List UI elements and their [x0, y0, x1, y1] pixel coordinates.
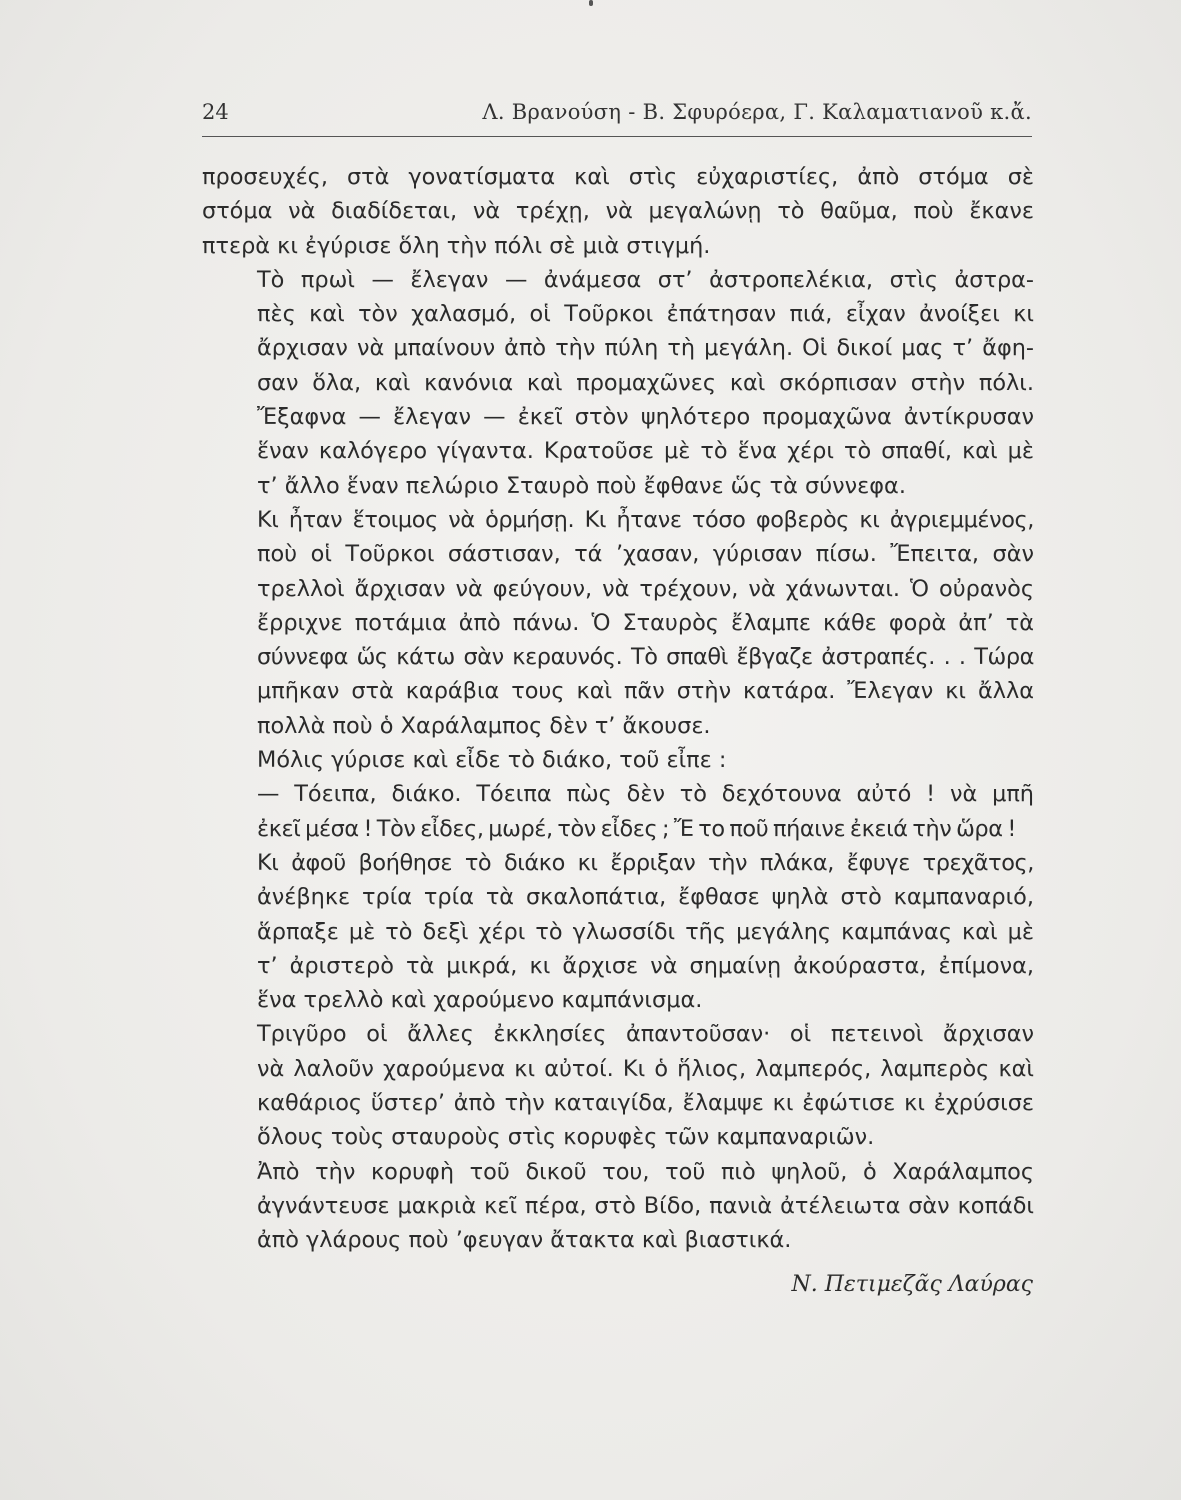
text-line: πὲς καὶ τὸν χαλασμό, οἱ Τοῦρκοι ἐπάτησαν πιά, εἶχαν ἀνοίξει κι — [257, 301, 1034, 328]
text-line: σύννεφα ὥς κάτω σὰν κεραυνός. Τὸ σπαθὶ ἔβγαζε ἀστραπές. . . Τώρα — [257, 644, 1034, 671]
text-line: ἀνέβηκε τρία τρία τὰ σκαλοπάτια, ἔφθασε ψηλὰ στὸ καμπαναριό, — [257, 884, 1034, 911]
page-number: 24 — [202, 100, 229, 124]
text-line: τ’ ἀριστερὸ τὰ μικρά, κι ἄρχισε νὰ σημαίνῃ ἀκούραστα, ἐπίμονα, — [257, 952, 1034, 979]
text-line: ἀγνάντευσε μακριὰ κεῖ πέρα, στὸ Βίδο, πανιὰ ἀτέλειωτα σὰν κοπάδι — [257, 1192, 1034, 1219]
text-line: — Τόειπα, διάκο. Τόειπα πὼς δὲν τὸ δεχότουνα αὐτό ! νὰ μπῆ — [257, 781, 1034, 808]
text-line: Τριγῦρο οἱ ἄλλες ἐκκλησίες ἀπαντοῦσαν· οἱ πετεινοὶ ἄρχισαν — [257, 1021, 1034, 1048]
text-line: πολλὰ ποὺ ὁ Χαράλαμπος δὲν τ’ ἄκουσε. — [257, 712, 711, 739]
text-line: μπῆκαν στὰ καράβια τους καὶ πᾶν στὴν κατάρα. Ἔλεγαν κι ἄλλα — [257, 678, 1034, 705]
paragraph — [202, 160, 1034, 263]
text-line: ποὺ οἱ Τοῦρκοι σάστισαν, τά ’χασαν, γύρισαν πίσω. Ἔπειτα, σὰν — [257, 541, 1034, 568]
page-header — [202, 100, 1032, 137]
scan-speck — [589, 0, 593, 6]
paragraph — [202, 503, 1034, 743]
text-line: καθάριος ὕστερ’ ἀπὸ τὴν καταιγίδα, ἔλαμψε κι ἐφώτισε κι ἐχρύσισε — [257, 1090, 1034, 1117]
text-line: νὰ λαλοῦν χαρούμενα κι αὐτοί. Κι ὁ ἥλιος, λαμπερός, λαμπερὸς καὶ — [257, 1055, 1034, 1082]
text-line: πτερὰ κι ἐγύρισε ὅλη τὴν πόλι σὲ μιὰ στιγμή. — [202, 232, 711, 259]
text-line: ἔρριχνε ποτάμια ἀπὸ πάνω. Ὁ Σταυρὸς ἔλαμπε κάθε φορὰ ἀπ’ τὰ — [257, 609, 1034, 636]
running-head: Λ. Βρανούση - Β. Σφυρόερα, Γ. Καλαματιανοῦ κ.ἄ. — [482, 100, 1032, 124]
text-line: Μόλις γύρισε καὶ εἶδε τὸ διάκο, τοῦ εἶπε : — [257, 747, 727, 774]
text-line: ὅλους τοὺς σταυροὺς στὶς κορυφὲς τῶν καμπαναριῶν. — [257, 1124, 875, 1151]
paragraph — [202, 1017, 1034, 1154]
text-line: Ἔξαφνα — ἔλεγαν — ἐκεῖ στὸν ψηλότερο προμαχῶνα ἀντίκρυσαν — [257, 404, 1034, 431]
paragraph — [202, 743, 1034, 777]
text-line: ἅρπαξε μὲ τὸ δεξὶ χέρι τὸ γλωσσίδι τῆς μεγάλης καμπάνας καὶ μὲ — [257, 918, 1034, 945]
text-line: Ἀπὸ τὴν κορυφὴ τοῦ δικοῦ του, τοῦ πιὸ ψηλοῦ, ὁ Χαράλαμπος — [257, 1158, 1034, 1185]
text-line: σαν ὅλα, καὶ κανόνια καὶ προμαχῶνες καὶ σκόρπισαν στὴν πόλι. — [257, 369, 1034, 396]
text-line: στόμα νὰ διαδίδεται, νὰ τρέχῃ, νὰ μεγαλώνῃ τὸ θαῦμα, ποὺ ἔκανε — [202, 198, 1034, 225]
paragraph — [202, 777, 1034, 846]
author-signature: Ν. Πετιμεζᾶς Λαύρας — [791, 1272, 1033, 1297]
body-text — [202, 160, 1034, 1258]
text-line: Κι ἀφοῦ βοήθησε τὸ διάκο κι ἔρριξαν τὴν πλάκα, ἔφυγε τρεχᾶτος, — [257, 849, 1034, 876]
text-line: ἀπὸ γλάρους ποὺ ’φευγαν ἄτακτα καὶ βιαστικά. — [257, 1227, 792, 1254]
text-line: τ’ ἄλλο ἕναν πελώριο Σταυρὸ ποὺ ἔφθανε ὥς τὰ σύννεφα. — [257, 472, 906, 499]
text-line: Τὸ πρωὶ — ἔλεγαν — ἀνάμεσα στ’ ἀστροπελέκια, στὶς ἀστρα- — [257, 266, 1034, 293]
paragraph — [202, 263, 1034, 503]
text-line: ἕναν καλόγερο γίγαντα. Κρατοῦσε μὲ τὸ ἕνα χέρι τὸ σπαθί, καὶ μὲ — [257, 438, 1034, 465]
text-line: ἕνα τρελλὸ καὶ χαρούμενο καμπάνισμα. — [257, 987, 703, 1014]
text-line: ἄρχισαν νὰ μπαίνουν ἀπὸ τὴν πύλη τὴ μεγάλη. Οἱ δικοί μας τ’ ἄφη- — [257, 335, 1034, 362]
text-line: τρελλοὶ ἄρχισαν νὰ φεύγουν, νὰ τρέχουν, νὰ χάνωνται. Ὁ οὐρανὸς — [257, 575, 1034, 602]
paragraph — [202, 846, 1034, 1017]
paragraph — [202, 1155, 1034, 1258]
text-line: ἐκεῖ μέσα ! Τὸν εἶδες, μωρέ, τὸν εἶδες ; Ἔ το ποῦ πήαινε ἐκειά τὴν ὥρα ! — [257, 815, 1016, 842]
text-line: προσευχές, στὰ γονατίσματα καὶ στὶς εὐχαριστίες, ἀπὸ στόμα σὲ — [202, 164, 1034, 190]
text-line: Κι ἦταν ἕτοιμος νὰ ὁρμήσῃ. Κι ἦτανε τόσο φοβερὸς κι ἀγριεμμένος, — [257, 506, 1034, 533]
